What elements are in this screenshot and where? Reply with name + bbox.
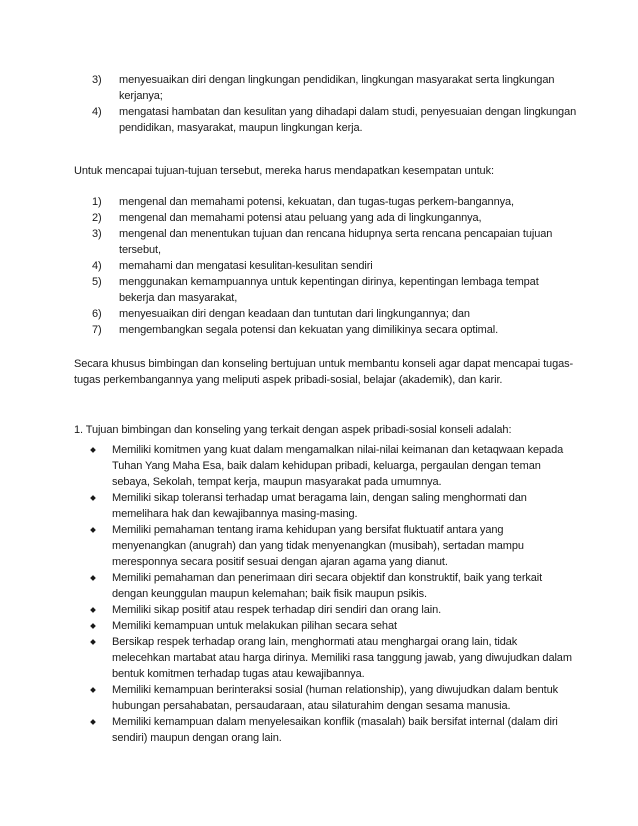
list-text: tersebut, <box>119 244 161 256</box>
list-number: 4) <box>92 260 102 272</box>
bullet-text: Memiliki kemampuan untuk melakukan pilihan secara sehat <box>112 620 397 632</box>
numbered-list-continuation <box>74 72 577 136</box>
bullet-item <box>74 618 574 634</box>
list-item <box>74 194 574 210</box>
bullet-item <box>74 522 574 570</box>
list-text: mengenal dan menentukan tujuan dan rencana hidupnya serta rencana pencapaian tujuan <box>119 228 553 240</box>
bullet-icon <box>90 495 96 501</box>
list-item <box>74 210 574 226</box>
list-item <box>74 306 574 322</box>
list-text: mengatasi hambatan dan kesulitan yang dihadapi dalam studi, penyesuaian dengan lingkungan <box>119 106 577 118</box>
list-number: 4) <box>92 106 102 118</box>
bullet-icon <box>90 575 96 581</box>
list-text: mengenal dan memahami potensi atau peluang yang ada di lingkungannya, <box>119 212 482 224</box>
bullet-item <box>74 490 574 522</box>
bullet-text: dengan keunggulan maupun kelemahan; baik fisik maupun psikis. <box>112 588 427 600</box>
list-text: menyesuaikan diri dengan keadaan dan tuntutan dari lingkungannya; dan <box>119 308 470 320</box>
bullet-list <box>74 442 574 746</box>
list-item <box>74 226 574 258</box>
list-number: 3) <box>92 74 102 86</box>
bullet-text: Memiliki komitmen yang kuat dalam mengamalkan nilai-nilai keimanan dan ketaqwaan kepada <box>112 444 564 456</box>
paragraph: Untuk mencapai tujuan-tujuan tersebut, mereka harus mendapatkan kesempatan untuk: <box>74 165 494 177</box>
bullet-text: menyenangkan (anugrah) dan yang tidak menyenangkan (musibah), sertadan mampu <box>112 540 524 552</box>
bullet-item <box>74 634 574 682</box>
bullet-text: sendiri) maupun dengan orang lain. <box>112 732 282 744</box>
bullet-text: Memiliki kemampuan berinteraksi sosial (human relationship), yang diwujudkan dalam bentuk <box>112 684 558 696</box>
bullet-text: sebaya, Sekolah, tempat kerja, maupun masyarakat pada umumnya. <box>112 476 442 488</box>
paragraph-line: tugas perkembangannya yang meliputi aspek pribadi-sosial, belajar (akademik), dan karir. <box>74 374 503 386</box>
bullet-item <box>74 602 574 618</box>
bullet-icon <box>90 687 96 693</box>
list-number: 6) <box>92 308 102 320</box>
bullet-icon <box>90 527 96 533</box>
bullet-text: Memiliki pemahaman tentang irama kehidupan yang bersifat fluktuatif antara yang <box>112 524 504 536</box>
list-item <box>74 72 574 104</box>
bullet-item <box>74 682 574 714</box>
list-text: memahami dan mengatasi kesulitan-kesulitan sendiri <box>119 260 373 272</box>
paragraph <box>74 356 574 388</box>
list-number: 7) <box>92 324 102 336</box>
bullet-text: Memiliki kemampuan dalam menyelesaikan konflik (masalah) baik bersifat internal (dalam diri <box>112 716 558 728</box>
bullet-text: meresponnya secara positif sesuai dengan ajaran agama yang dianut. <box>112 556 448 568</box>
bullet-text: Memiliki sikap positif atau respek terhadap diri sendiri dan orang lain. <box>112 604 442 616</box>
list-text: mengembangkan segala potensi dan kekuatan yang dimilikinya secara optimal. <box>119 324 499 336</box>
list-number: 1) <box>92 196 102 208</box>
list-item <box>74 322 574 338</box>
bullet-text: Bersikap respek terhadap orang lain, menghormati atau menghargai orang lain, tidak <box>112 636 518 648</box>
bullet-item <box>74 442 574 490</box>
bullet-icon <box>90 607 96 613</box>
numbered-list <box>74 194 574 338</box>
list-text: menyesuaikan diri dengan lingkungan pendidikan, lingkungan masyarakat serta lingkungan <box>119 74 555 86</box>
bullet-icon <box>90 623 96 629</box>
bullet-text: Tuhan Yang Maha Esa, baik dalam kehidupan pribadi, keluarga, pergaulan dengan teman <box>112 460 541 472</box>
list-text: pendidikan, masyarakat, maupun lingkungan kerja. <box>119 122 363 134</box>
list-number: 3) <box>92 228 102 240</box>
bullet-text: melecehkan martabat atau harga dirinya. Memiliki rasa tanggung jawab, yang diwujudkan dalam <box>112 652 572 664</box>
bullet-text: Memiliki pemahaman dan penerimaan diri secara objektif dan konstruktif, baik yang terkait <box>112 572 543 584</box>
bullet-item <box>74 714 574 746</box>
list-text: mengenal dan memahami potensi, kekuatan, dan tugas-tugas perkem-bangannya, <box>119 196 514 208</box>
list-item <box>74 274 574 306</box>
list-item <box>74 104 577 136</box>
bullet-text: memelihara hak dan kewajibannya masing-masing. <box>112 508 358 520</box>
bullet-icon <box>90 447 96 453</box>
section-heading: 1. Tujuan bimbingan dan konseling yang terkait dengan aspek pribadi-sosial konseli adalah: <box>74 424 512 436</box>
bullet-text: bentuk komitmen terhadap tugas atau kewajibannya. <box>112 668 365 680</box>
bullet-text: Memiliki sikap toleransi terhadap umat beragama lain, dengan saling menghormati dan <box>112 492 527 504</box>
list-text: bekerja dan masyarakat, <box>119 292 238 304</box>
bullet-icon <box>90 639 96 645</box>
list-number: 5) <box>92 276 102 288</box>
bullet-icon <box>90 719 96 725</box>
list-item <box>74 258 574 274</box>
list-text: kerjanya; <box>119 90 163 102</box>
paragraph-line: Secara khusus bimbingan dan konseling bertujuan untuk membantu konseli agar dapat mencapai tugas- <box>74 358 574 370</box>
bullet-item <box>74 570 574 602</box>
bullet-text: hubungan persahabatan, persaudaraan, atau silaturahim dengan sesama manusia. <box>112 700 511 712</box>
list-number: 2) <box>92 212 102 224</box>
list-text: menggunakan kemampuannya untuk kepentingan dirinya, kepentingan lembaga tempat <box>119 276 539 288</box>
